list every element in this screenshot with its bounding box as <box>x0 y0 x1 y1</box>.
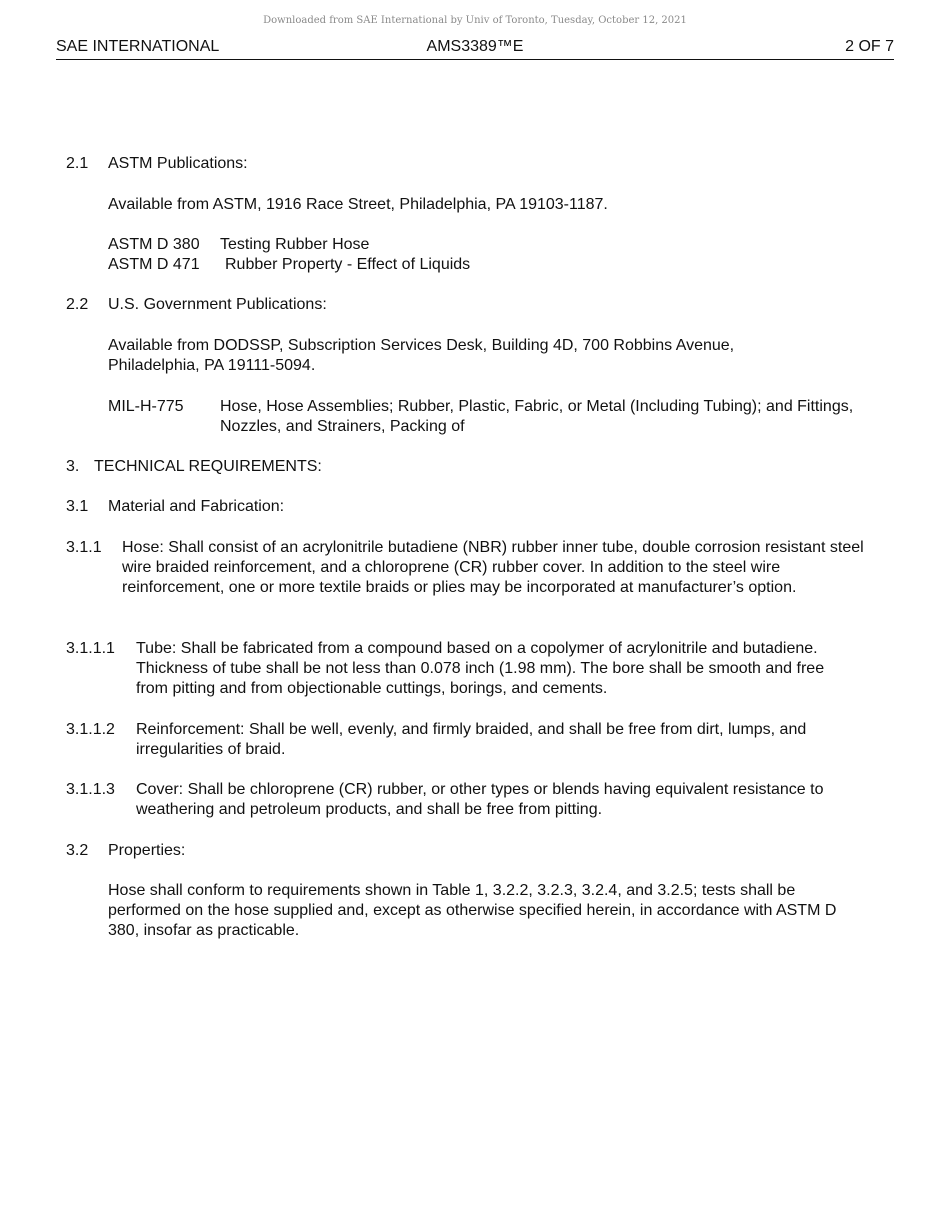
dodssp-availability: Available from DODSSP, Subscription Services Desk, Building 4D, 700 Robbins Avenue, Philadelphia, PA 19111-5094. <box>108 337 735 375</box>
reference-row <box>108 255 608 275</box>
reference-row <box>108 235 608 255</box>
section-3-1-1-number: 3.1.1 <box>66 539 102 556</box>
section-number: 3. <box>66 458 80 475</box>
reference-code: ASTM D 380 <box>108 236 200 253</box>
header-document-number: AMS3389™E <box>426 38 524 55</box>
header-page-number: 2 OF 7 <box>845 38 894 55</box>
section-title: ASTM Publications: <box>108 155 248 172</box>
reference-title: Testing Rubber Hose <box>220 236 370 253</box>
section-3-1-1-1-text: Tube: Shall be fabricated from a compound based on a copolymer of acrylonitrile and butadiene. Thickness of tube shall be not less than 0.078 inch (1.98 mm). The bore shall be smooth and free from pitting and from objectionable cuttings, borings, and cements. <box>136 640 825 698</box>
section-number: 2.2 <box>66 296 89 313</box>
section-3-1-1-3-text: Cover: Shall be chloroprene (CR) rubber, or other types or blends having equivalent resistance to weathering and petroleum products, and shall be free from pitting. <box>136 781 824 819</box>
page-header <box>56 38 894 60</box>
download-watermark: Downloaded from SAE International by Univ of Toronto, Tuesday, October 12, 2021 <box>263 15 687 26</box>
section-3-1-1-2-text: Reinforcement: Shall be well, evenly, and firmly braided, and shall be free from dirt, lumps, and irregularities of braid. <box>136 721 807 759</box>
section-title: Material and Fabrication: <box>108 498 285 515</box>
section-number: 3.2 <box>66 842 89 859</box>
mil-reference-title: Hose, Hose Assemblies; Rubber, Plastic, Fabric, or Metal (Including Tubing); and Fittings, Nozzles, and Strainers, Packing of <box>220 398 854 436</box>
section-3-1-1-1-number: 3.1.1.1 <box>66 640 115 657</box>
section-number: 3.1 <box>66 498 89 515</box>
section-number: 2.1 <box>66 155 89 172</box>
section-title: U.S. Government Publications: <box>108 296 327 313</box>
section-3-2-text: Hose shall conform to requirements shown in Table 1, 3.2.2, 3.2.3, 3.2.4, and 3.2.5; tests shall be performed on the hose supplied and, except as otherwise specified herein, in accordance with ASTM D 380, insofar as practicable. <box>108 882 837 940</box>
header-publisher: SAE INTERNATIONAL <box>56 38 220 55</box>
mil-reference-code: MIL-H-775 <box>108 398 184 415</box>
reference-code: ASTM D 471 <box>108 256 200 273</box>
section-3-1-1-text: Hose: Shall consist of an acrylonitrile butadiene (NBR) rubber inner tube, double corrosion resistant steel wire braided reinforcement, and a chloroprene (CR) rubber cover. In addition to the steel wire reinforcement, one or more textile braids or plies may be incorporated at manufacturer’s option. <box>122 539 864 597</box>
section-3-1-1-3-number: 3.1.1.3 <box>66 781 115 798</box>
section-title: Properties: <box>108 842 186 859</box>
section-3-1-1-2-number: 3.1.1.2 <box>66 721 115 738</box>
reference-title: Rubber Property - Effect of Liquids <box>225 256 471 273</box>
section-title: TECHNICAL REQUIREMENTS: <box>94 458 322 475</box>
astm-availability: Available from ASTM, 1916 Race Street, Philadelphia, PA 19103-1187. <box>108 196 608 213</box>
